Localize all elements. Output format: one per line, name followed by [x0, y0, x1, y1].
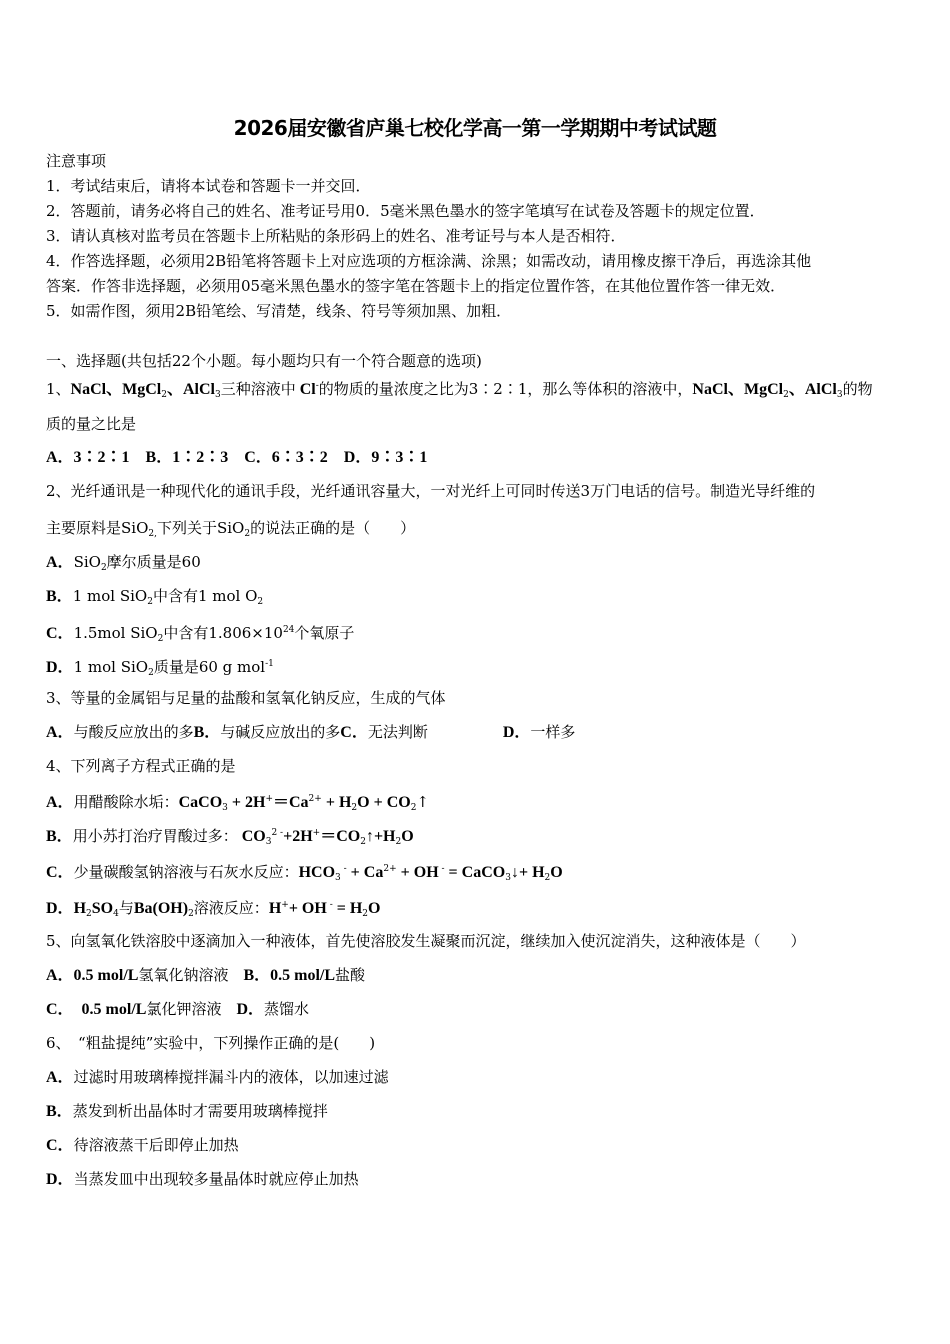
text-segment: O — [401, 828, 414, 845]
text-line — [46, 447, 427, 468]
text-segment: 2 — [410, 803, 417, 813]
text-segment: A．3∶2∶1 B．1∶2∶3 C．6∶3∶2 D．9∶3∶1 — [46, 449, 428, 466]
text-segment: + — [281, 900, 289, 910]
text-line — [46, 251, 811, 271]
text-segment: 用小苏打治疗胃酸过多： — [72, 827, 238, 845]
text-segment: 2 — [351, 803, 358, 813]
text-segment: 5．如需作图，须用2B铅笔绘、写清楚，线条、符号等须加黑、加粗． — [46, 302, 512, 320]
text-segment: + 2H — [227, 794, 266, 811]
text-segment: D． — [236, 1001, 265, 1018]
text-segment: ↑+H — [365, 828, 396, 845]
text-segment: ＝Ca — [272, 794, 309, 811]
text-segment: 2 — [147, 597, 153, 607]
text-segment: 氯化钾溶液 — [146, 1000, 237, 1018]
text-segment: 1．考试结束后，请将本试卷和答题卡一并交回． — [46, 177, 371, 195]
text-segment: 2 — [783, 390, 789, 400]
text-segment: 3 — [335, 873, 341, 883]
text-segment: O — [550, 864, 563, 881]
text-segment: = CaCO — [444, 864, 506, 881]
text-segment: A．0.5 mol/L — [46, 967, 139, 984]
text-segment: 2 — [161, 390, 167, 400]
text-line — [46, 789, 429, 818]
text-segment: - — [326, 900, 333, 910]
text-line — [46, 414, 136, 434]
text-line — [46, 756, 236, 776]
text-segment: 2 — [188, 909, 194, 919]
text-segment: NaCl、MgCl — [692, 381, 784, 398]
text-segment: C． — [46, 864, 74, 881]
text-segment: 与碱反应放出的多 — [220, 723, 341, 741]
text-segment: A． — [46, 1069, 74, 1086]
text-segment: NaCl、MgCl — [70, 381, 162, 398]
text-segment: + H — [321, 794, 352, 811]
text-segment: 3 — [836, 390, 843, 400]
text-line — [46, 1101, 328, 1122]
text-segment: 1 mol SiO — [72, 587, 148, 605]
text-segment: Cl — [295, 381, 316, 398]
text-segment: 一样多 — [530, 723, 576, 741]
text-segment: A． — [46, 794, 74, 811]
text-line — [46, 823, 414, 852]
text-segment: C． — [340, 724, 368, 741]
text-segment: D． — [502, 724, 531, 741]
text-segment: ↑ — [416, 793, 429, 811]
text-segment: 当蒸发皿中出现较多量晶体时就应停止加热 — [73, 1170, 359, 1188]
text-segment: A． — [46, 554, 74, 571]
text-segment: 3 — [222, 803, 228, 813]
text-segment: 与酸反应放出的多 — [73, 723, 194, 741]
text-line — [46, 201, 765, 221]
text-segment: 2 — [100, 563, 107, 573]
text-segment: 2, — [148, 529, 157, 539]
text-line — [46, 151, 106, 171]
text-segment: + — [312, 828, 321, 838]
text-segment: H — [73, 900, 87, 917]
text-segment: = H — [332, 900, 363, 917]
text-line — [46, 301, 511, 321]
text-segment: 质量是60 g mol — [153, 658, 266, 676]
text-segment: O + CO — [357, 794, 411, 811]
text-segment: 的物质的量浓度之比为3∶2∶1，那么等体积的溶液中， — [318, 380, 693, 398]
text-segment: B． — [46, 1103, 73, 1120]
text-segment: SO — [91, 900, 114, 917]
text-segment: B． — [46, 828, 73, 845]
text-segment: 氢氧化钠溶液 — [138, 966, 244, 984]
text-segment: 2 — [362, 909, 369, 919]
text-line — [46, 518, 415, 544]
text-segment: B．0.5 mol/L — [243, 967, 336, 984]
text-segment: +2H — [283, 828, 313, 845]
text-segment: 1 mol SiO — [73, 658, 149, 676]
text-segment: 1、 — [46, 380, 71, 398]
text-segment: 个氧原子 — [294, 624, 355, 642]
document-title: 2026届安徽省庐巢七校化学高一第一学期期中考试试题 — [233, 116, 717, 140]
text-segment: + OH — [288, 900, 327, 917]
text-line — [46, 722, 575, 743]
text-line — [46, 1135, 239, 1156]
text-segment: 盐酸 — [335, 966, 366, 984]
text-line — [46, 1169, 359, 1190]
text-segment: 2 — [148, 668, 154, 678]
text-line — [46, 931, 806, 951]
text-segment: H — [268, 900, 282, 917]
text-segment: A． — [46, 724, 74, 741]
text-segment: C． — [46, 625, 74, 642]
text-segment: 2 — [244, 529, 251, 539]
text-segment: 2 — [157, 634, 164, 644]
text-segment: 、AlCl — [788, 381, 837, 398]
text-line — [46, 552, 201, 578]
text-segment: 无法判断 — [367, 723, 503, 741]
text-line — [46, 176, 371, 196]
text-line — [46, 351, 482, 371]
text-segment: + OH — [396, 864, 439, 881]
text-line — [46, 481, 815, 501]
text-segment: HCO — [298, 864, 336, 881]
text-segment: CO — [237, 828, 266, 845]
text-segment: Ba(OH) — [133, 900, 189, 917]
text-segment: 蒸发到析出晶体时才需要用玻璃棒搅拌 — [72, 1102, 328, 1120]
text-segment: C． — [46, 1137, 74, 1154]
text-segment: 2 - — [271, 828, 284, 838]
text-segment: 3 — [505, 873, 511, 883]
text-segment: 2 — [360, 837, 366, 847]
text-segment: 三种溶液中 — [220, 380, 296, 398]
text-line — [46, 226, 626, 246]
text-segment: 2+ — [308, 794, 322, 804]
text-segment: 4．作答选择题，必须用2B铅笔将答题卡上对应选项的方框涂满、涂黑；如需改动，请用橡皮擦干净后，再选涂其他 — [46, 252, 812, 270]
text-segment: - — [438, 864, 445, 874]
text-line — [46, 586, 263, 612]
text-segment: + — [265, 794, 273, 804]
text-segment: 6、 “粗盐提纯”实验中，下列操作正确的是( ) — [46, 1034, 376, 1052]
text-line — [46, 965, 365, 986]
text-segment: 2 — [86, 909, 92, 919]
text-segment: 溶液反应： — [193, 899, 269, 917]
text-segment: 过滤时用玻璃棒搅拌漏斗内的液体，以加速过滤 — [73, 1068, 389, 1086]
text-segment: 2 — [395, 837, 402, 847]
text-line — [46, 999, 309, 1020]
text-segment: 用醋酸除水垢： — [73, 793, 179, 811]
text-line — [46, 1033, 375, 1053]
text-line — [46, 859, 563, 888]
text-segment: 的物 — [842, 380, 873, 398]
text-segment: 少量碳酸氢钠溶液与石灰水反应： — [73, 863, 299, 881]
text-line — [46, 1067, 389, 1088]
text-segment: 3 — [265, 837, 272, 847]
text-segment: 摩尔质量是60 — [106, 553, 201, 571]
text-segment: CaCO — [178, 794, 223, 811]
text-segment: 待溶液蒸干后即停止加热 — [73, 1136, 239, 1154]
text-segment: D． — [46, 1171, 74, 1188]
text-segment: 答案．作答非选择题，必须用05毫米黑色墨水的签字笔在答题卡上的指定位置作答，在其他位置作答一律无效． — [46, 277, 786, 295]
text-segment: 5、向氢氧化铁溶胶中逐滴加入一种液体，首先使溶胶发生凝聚而沉淀，继续加入使沉淀消失，这种液体是（ ） — [46, 932, 806, 950]
text-segment: O — [368, 900, 381, 917]
text-line — [46, 276, 785, 296]
text-segment: D． — [46, 900, 74, 917]
text-segment: 24 — [282, 625, 295, 635]
text-segment: 2、光纤通讯是一种现代化的通讯手段，光纤通讯容量大，一对光纤上可同时传送3万门电话的信号。制造光导纤维的 — [46, 482, 816, 500]
text-segment: 与 — [118, 899, 134, 917]
text-segment: 4 — [113, 909, 119, 919]
text-segment: B． — [193, 724, 221, 741]
text-segment: + Ca — [346, 864, 384, 881]
text-segment: 一、选择题(共包括22个小题。每小题均只有一个符合题意的选项) — [46, 352, 482, 370]
text-segment: 2+ — [383, 864, 397, 874]
text-segment: 2 — [544, 873, 551, 883]
text-segment: D． — [46, 659, 74, 676]
text-line — [46, 688, 446, 708]
text-segment: 注意事项 — [46, 152, 107, 170]
text-line — [46, 895, 380, 924]
text-segment: B． — [46, 588, 73, 605]
text-segment: 中含有1 mol O — [152, 587, 258, 605]
text-segment: 的说法正确的是（ ） — [250, 519, 416, 537]
text-segment: -1 — [265, 659, 274, 669]
text-segment: 、AlCl — [166, 381, 215, 398]
text-segment: 3、等量的金属铝与足量的盐酸和氢氧化钠反应，生成的气体 — [46, 689, 446, 707]
text-segment: C． 0.5 mol/L — [46, 1001, 147, 1018]
text-segment: 主要原料是SiO — [46, 519, 149, 537]
text-segment: - — [315, 381, 319, 391]
text-segment: 中含有1.806×10 — [163, 624, 283, 642]
text-line — [46, 654, 274, 683]
text-line — [46, 620, 354, 649]
text-segment: 质的量之比是 — [46, 415, 137, 433]
text-segment: 2 — [257, 597, 264, 607]
text-segment: ↓+ H — [510, 864, 545, 881]
text-segment: ＝CO — [320, 828, 361, 845]
text-segment: 1.5mol SiO — [73, 624, 158, 642]
text-segment: 3 — [214, 390, 221, 400]
text-segment: SiO — [73, 553, 101, 571]
text-segment: 2．答题前，请务必将自己的姓名、准考证号用0．5毫米黑色墨水的签字笔填写在试卷及答题卡的规定位置． — [46, 202, 765, 220]
text-segment: 4、下列离子方程式正确的是 — [46, 757, 236, 775]
text-segment: - — [340, 864, 347, 874]
text-segment: 下列关于SiO — [156, 519, 245, 537]
text-segment: 蒸馏水 — [264, 1000, 310, 1018]
text-segment: 3．请认真核对监考员在答题卡上所粘贴的条形码上的姓名、准考证号与本人是否相符． — [46, 227, 626, 245]
text-line — [46, 376, 873, 405]
